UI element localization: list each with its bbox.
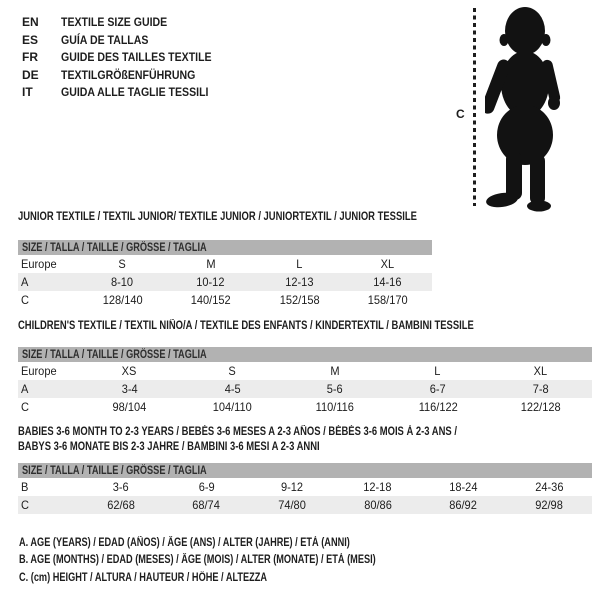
table-row	[18, 380, 592, 398]
size-cell: 6-7	[386, 380, 489, 398]
table-row	[18, 398, 592, 416]
row-label: Europe	[21, 257, 57, 271]
language-row	[22, 67, 232, 85]
size-cell: 62/68	[78, 496, 164, 514]
junior-table-title-text: JUNIOR TEXTILE / TEXTIL JUNIOR/ TEXTILE JUNIOR / JUNIORTEXTIL / JUNIOR TESSILE	[18, 211, 417, 223]
language-label: GUÍA DE TALLAS	[61, 32, 149, 47]
size-cell: 98/104	[112, 400, 147, 414]
size-cell: 104/110	[212, 400, 252, 414]
size-cell: 7-8	[489, 380, 592, 398]
language-label: GUIDE DES TAILLES TEXTILE	[61, 50, 212, 64]
size-cell: 5-6	[284, 380, 387, 398]
size-cell: 110/116	[315, 400, 355, 414]
babies-table-title	[18, 425, 553, 455]
table-row	[18, 362, 592, 380]
table-row	[18, 273, 432, 291]
size-cell: XL	[380, 257, 395, 271]
size-cell: 6-9	[198, 480, 215, 494]
size-cell: 152/158	[279, 293, 320, 307]
row-label: C	[21, 400, 29, 414]
size-cell: 140/152	[190, 293, 231, 307]
row-label: Europe	[21, 364, 57, 378]
size-cell: XS	[122, 364, 137, 378]
size-cell: S	[118, 257, 126, 271]
size-header: SIZE / TALLA / TAILLE / GRÖSSE / TAGLIA	[18, 463, 592, 478]
children-table-title	[18, 319, 574, 334]
size-cell: 12-18	[363, 480, 392, 494]
footnote-c: C. (cm) HEIGHT / ALTURA / HAUTEUR / HÖHE / ALTEZZA	[19, 571, 268, 584]
junior-size-table	[18, 240, 432, 309]
size-cell: 24-36	[535, 480, 564, 494]
language-code: IT	[22, 85, 33, 99]
children-size-table	[18, 347, 592, 416]
size-cell: S	[228, 364, 236, 378]
size-cell: 128/140	[102, 293, 143, 307]
row-label: B	[21, 480, 29, 494]
size-cell: 10-12	[167, 273, 256, 291]
size-cell: 158/170	[367, 293, 408, 307]
size-header-row	[18, 463, 592, 478]
language-row	[22, 84, 232, 102]
language-label: GUIDA ALLE TAGLIE TESSILI	[61, 85, 209, 99]
size-cell: 92/98	[506, 496, 592, 514]
size-cell: 74/80	[249, 496, 335, 514]
size-cell: 80/86	[335, 496, 421, 514]
size-header-row	[18, 240, 432, 255]
language-code: DE	[22, 67, 39, 82]
baby-silhouette-icon	[485, 4, 580, 212]
size-cell: 68/74	[164, 496, 250, 514]
size-cell: L	[434, 364, 441, 378]
language-code: EN	[22, 15, 39, 29]
language-code: FR	[22, 50, 38, 64]
size-header-row	[18, 347, 592, 362]
language-list	[22, 14, 232, 102]
size-header: SIZE / TALLA / TAILLE / GRÖSSE / TAGLIA	[18, 240, 432, 255]
size-cell: 8-10	[78, 273, 167, 291]
size-cell: 3-6	[112, 480, 129, 494]
size-cell: 86/92	[421, 496, 507, 514]
size-cell: 122/128	[520, 400, 561, 414]
junior-table-title	[18, 210, 504, 225]
row-label: C	[21, 293, 29, 307]
language-row	[22, 14, 232, 32]
footnote-b: B. AGE (MONTHS) / EDAD (MESES) / ÂGE (MOIS) / ALTER (MONATE) / ETÀ (MESI)	[19, 554, 376, 567]
language-label: TEXTILE SIZE GUIDE	[61, 15, 168, 29]
row-label: C	[18, 496, 78, 514]
size-cell: M	[330, 364, 340, 378]
table-row	[18, 478, 592, 496]
size-header: SIZE / TALLA / TAILLE / GRÖSSE / TAGLIA	[18, 347, 592, 362]
height-measure-label: C	[456, 107, 465, 121]
row-label: A	[18, 380, 78, 398]
size-cell: 116/122	[418, 400, 458, 414]
size-cell: 18-24	[449, 480, 478, 494]
size-cell: 12-13	[255, 273, 344, 291]
language-code: ES	[22, 32, 39, 47]
children-table-title-text: CHILDREN'S TEXTILE / TEXTIL NIÑO/A / TEXTILE DES ENFANTS / KINDERTEXTIL / BAMBINI TESSILE	[18, 320, 474, 332]
language-row	[22, 49, 232, 67]
size-cell: 3-4	[78, 380, 181, 398]
table-row	[18, 291, 432, 309]
table-row	[18, 255, 432, 273]
babies-size-table	[18, 463, 592, 514]
row-label: A	[18, 273, 78, 291]
language-row	[22, 32, 232, 50]
size-cell: XL	[533, 364, 548, 378]
language-label: TEXTILGRÖßENFÜHRUNG	[61, 67, 196, 82]
footnotes	[19, 535, 465, 587]
height-measure-line	[473, 8, 476, 206]
babies-table-title-line2: BABYS 3-6 MONATE BIS 2-3 JAHRE / BAMBINI 3-6 MESI A 2-3 ANNI	[18, 441, 320, 453]
size-cell: 4-5	[181, 380, 284, 398]
table-row	[18, 496, 592, 514]
size-cell: L	[296, 257, 303, 271]
babies-table-title-line1: BABIES 3-6 MONTH TO 2-3 YEARS / BEBÉS 3-6 MESES A 2-3 AÑOS / BÉBÉS 3-6 MOIS À 2-3 ANS /	[18, 426, 457, 438]
size-cell: M	[206, 257, 216, 271]
footnote-a: A. AGE (YEARS) / EDAD (AÑOS) / ÂGE (ANS) / ALTER (JAHRE) / ETÀ (ANNI)	[19, 537, 350, 549]
size-cell: 14-16	[344, 273, 433, 291]
size-cell: 9-12	[281, 480, 304, 494]
